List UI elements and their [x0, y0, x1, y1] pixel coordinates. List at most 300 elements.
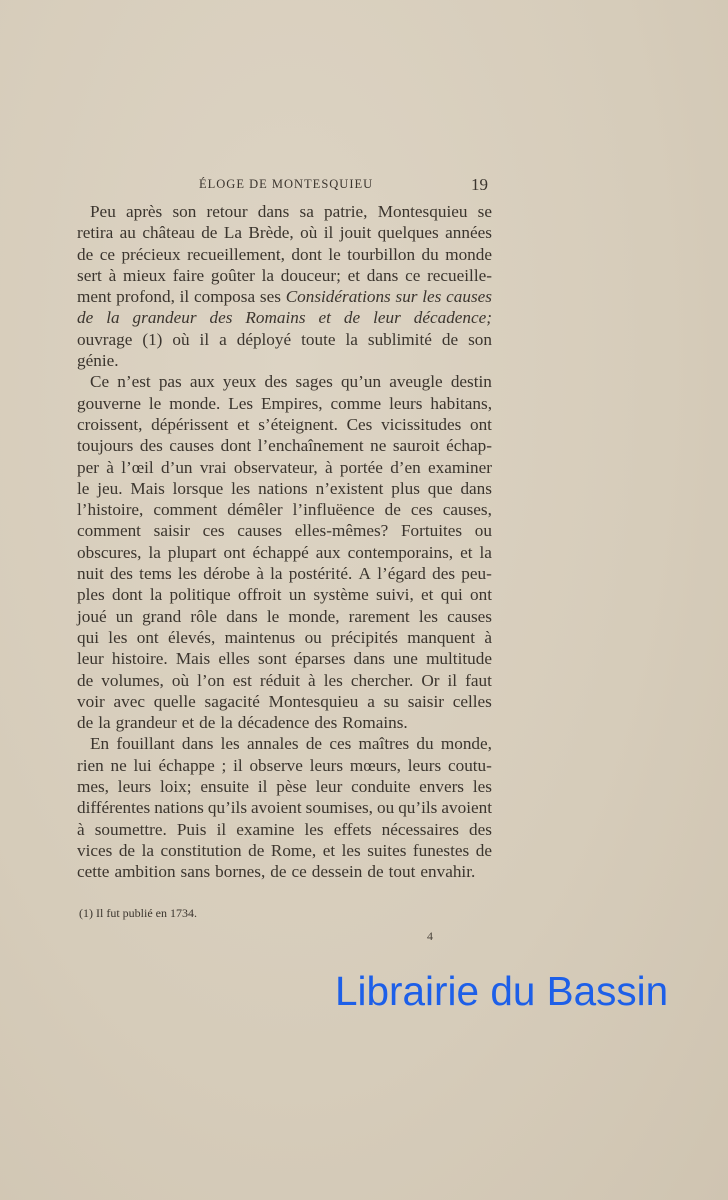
word: décadence; [413, 308, 492, 328]
word: Romains. [342, 713, 408, 733]
word: portée [339, 457, 383, 477]
word: saisir [407, 691, 444, 711]
word: dans [226, 606, 258, 626]
text-line [77, 776, 492, 797]
text-line [77, 307, 492, 328]
word: échappe [158, 755, 215, 775]
word: de [77, 308, 94, 328]
paragraph [77, 371, 492, 733]
word: dessein [311, 862, 363, 882]
word: ou [304, 627, 322, 647]
word: ou [377, 798, 395, 818]
word: profond, [116, 287, 175, 307]
word: des [110, 564, 133, 584]
word: leur [373, 308, 401, 328]
word: composa [194, 287, 256, 307]
word: postérité. [288, 564, 353, 584]
word: ne [370, 436, 387, 456]
word: il [179, 287, 190, 307]
word: (1) [142, 329, 163, 349]
word: de [384, 500, 401, 520]
word: son [468, 329, 492, 349]
word: Romains [245, 308, 306, 328]
text-line [77, 478, 492, 499]
running-title: ÉLOGE DE MONTESQUIEU [199, 177, 374, 191]
word: douceur; [280, 265, 341, 285]
word: des [314, 713, 338, 733]
word: monde, [288, 606, 340, 626]
text-line [77, 840, 492, 861]
text-line [77, 691, 492, 712]
word: leurs [117, 777, 152, 797]
word: gouverne [77, 393, 141, 413]
word: avoient [441, 798, 492, 818]
text-line [77, 457, 492, 478]
word: du [416, 734, 434, 754]
word: loix; [160, 777, 192, 797]
word: sur [395, 287, 418, 307]
word: recueillement, [187, 244, 285, 264]
text-line [77, 265, 492, 286]
word: celles [452, 691, 492, 711]
word: Ce [90, 372, 110, 392]
word: peu- [461, 564, 492, 584]
word: dans [460, 478, 492, 498]
word: les [231, 478, 251, 498]
word: coutu- [447, 755, 492, 775]
word: quelques [377, 223, 439, 243]
word: avoient [251, 798, 302, 818]
word: à [77, 819, 85, 839]
word: les [323, 670, 343, 690]
word: dérobe [203, 564, 250, 584]
word: que [427, 478, 453, 498]
word: il [323, 223, 334, 243]
word: toujours [77, 436, 134, 456]
word: envers [419, 777, 464, 797]
word: d’en [390, 457, 421, 477]
word: il [447, 670, 458, 690]
word: la [220, 713, 233, 733]
word: nations [258, 478, 308, 498]
word: ces [202, 521, 225, 541]
word: la [141, 840, 154, 860]
word: et [322, 840, 336, 860]
word: ont [136, 627, 159, 647]
word: et [181, 713, 195, 733]
word: Ces [346, 414, 373, 434]
word: examine [236, 819, 295, 839]
word: le [148, 393, 162, 413]
word: En [90, 734, 110, 754]
word: lui [133, 755, 152, 775]
word: l’histoire, [77, 500, 144, 520]
text-line [77, 286, 492, 307]
text-line [77, 563, 492, 584]
running-head [77, 177, 492, 197]
paragraph [77, 201, 492, 371]
word: cette [77, 862, 110, 882]
word: effets [333, 819, 372, 839]
word: déployé [236, 329, 292, 349]
word: aux [189, 372, 215, 392]
text-line [77, 435, 492, 456]
word: maintenus [224, 627, 296, 647]
signature-mark: 4 [427, 929, 433, 943]
text-line [77, 733, 492, 754]
word: politique [169, 585, 231, 605]
word: conduite [351, 777, 411, 797]
word: sont [257, 649, 287, 669]
word: comment [77, 521, 141, 541]
word: elles-mêmes? [294, 521, 389, 541]
word: démêler [227, 500, 283, 520]
word: bornes, [215, 862, 266, 882]
word: des [432, 564, 456, 584]
text-line [77, 329, 492, 350]
word: Montesquieu [377, 202, 468, 221]
word: l’enchaînement [257, 436, 364, 456]
word: un [288, 585, 307, 605]
word: recueille- [427, 265, 492, 285]
word: yeux [222, 372, 257, 392]
word: contemporains, [347, 542, 454, 562]
word: le [77, 478, 90, 498]
word: d’un [161, 457, 193, 477]
word: plupart [167, 542, 217, 562]
word: réduit [259, 670, 300, 690]
word: annales [247, 734, 299, 754]
word: Mais [175, 649, 211, 669]
word: aveugle [389, 372, 443, 392]
word: élevés, [168, 627, 216, 647]
word: échappé [252, 542, 309, 562]
word: rôle [190, 606, 218, 626]
word: ment [77, 287, 112, 307]
word: goûter [210, 265, 255, 285]
word: des [469, 819, 492, 839]
word: qu’un [340, 372, 382, 392]
word: Mais [130, 478, 165, 498]
word: de [77, 244, 94, 264]
text-line [77, 584, 492, 605]
word: nations [154, 798, 204, 818]
word: le [328, 244, 341, 264]
word: n’est [117, 372, 151, 392]
word: sages [295, 372, 333, 392]
word: éparses [294, 649, 346, 669]
word: ; [221, 755, 227, 775]
word: qu’ils [398, 798, 438, 818]
word: de [475, 840, 492, 860]
word: la [261, 265, 274, 285]
word: volumes, [101, 670, 164, 690]
word: la [270, 564, 283, 584]
text-line [77, 627, 492, 648]
word: nuit [77, 564, 104, 584]
word: de [118, 840, 136, 860]
word: leur [315, 777, 343, 797]
word: dans [353, 649, 385, 669]
word: différentes [77, 798, 151, 818]
word: croissent, [77, 414, 143, 434]
word: une [393, 649, 418, 669]
word: vrai [199, 457, 227, 477]
word: constitution [160, 840, 242, 860]
word: causes [446, 287, 492, 307]
word: les [220, 734, 240, 754]
word: les [304, 819, 324, 839]
word: quelle [153, 691, 196, 711]
word: au [119, 223, 136, 243]
text-line [77, 797, 492, 818]
word: et [318, 308, 331, 328]
footnote: (1) Il fut publié en 1734. [79, 906, 197, 920]
word: où [172, 329, 190, 349]
text-line [77, 201, 492, 222]
word: rarement [348, 606, 410, 626]
word: à [484, 627, 492, 647]
text-line [77, 222, 492, 243]
word: Empires, [261, 393, 323, 413]
word: il [199, 329, 210, 349]
word: envahir. [420, 862, 476, 882]
word: les [472, 777, 492, 797]
word: leurs [407, 755, 442, 775]
word: les [177, 564, 197, 584]
word: vices [77, 840, 113, 860]
word: années [445, 223, 492, 243]
watermark: Librairie du Bassin [335, 968, 669, 1014]
word: ont [469, 414, 492, 434]
word: observateur, [233, 457, 318, 477]
word: sa [299, 202, 314, 221]
word: leur [77, 649, 104, 669]
word: toute [301, 329, 336, 349]
word: causes [237, 521, 283, 541]
word: dans [366, 265, 399, 285]
word: décadence [237, 713, 310, 733]
page-number: 19 [471, 175, 488, 194]
word: tourbillon [347, 244, 416, 264]
word: à [256, 564, 264, 584]
word: su [383, 691, 399, 711]
word: Fortuites [400, 521, 463, 541]
word: est [232, 670, 252, 690]
word: grand [142, 606, 182, 626]
word: voir [77, 691, 105, 711]
word: se [477, 202, 492, 221]
word: génie. [77, 351, 119, 371]
word: de [343, 308, 361, 328]
word: la [148, 542, 161, 562]
word: n’existent [315, 478, 384, 498]
word: la [479, 542, 492, 562]
word: Rome, [270, 840, 317, 860]
word: Les [228, 393, 254, 413]
text-line [77, 350, 492, 371]
text-line [77, 670, 492, 691]
word: grandeur [115, 713, 177, 733]
word: des [264, 372, 288, 392]
word: elles [218, 649, 250, 669]
word: soumettre. [94, 819, 167, 839]
word: l’on [197, 670, 225, 690]
word: monde, [440, 734, 492, 754]
word: sublimité [367, 329, 432, 349]
word: de [77, 713, 94, 733]
word: sauroit [392, 436, 440, 456]
word: mieux [122, 265, 166, 285]
word: ensuite [200, 777, 250, 797]
word: pèse [276, 777, 307, 797]
word: de [441, 329, 459, 349]
word: la [149, 585, 163, 605]
word: faire [172, 265, 205, 285]
word: dont [291, 244, 322, 264]
word: Brède, [248, 223, 294, 243]
word: examiner [428, 457, 492, 477]
word: échap- [446, 436, 492, 456]
word: un [115, 606, 133, 626]
word: leurs [309, 755, 344, 775]
word: dans [257, 202, 290, 221]
word: le [266, 606, 280, 626]
word: Montesquieu [268, 691, 359, 711]
word: patrie, [324, 202, 368, 221]
word: destin [450, 372, 492, 392]
word: leurs [389, 393, 423, 413]
word: causes [169, 436, 215, 456]
word: sans [180, 862, 211, 882]
word: ne [110, 755, 127, 775]
word: qui [440, 585, 463, 605]
word: maîtres [358, 734, 410, 754]
word: il [233, 755, 243, 775]
word: a [367, 691, 375, 711]
word: avec [113, 691, 145, 711]
word: rien [77, 755, 104, 775]
word: causes [447, 606, 492, 626]
word: et [347, 265, 361, 285]
word: faut [465, 670, 492, 690]
body-text [77, 201, 492, 883]
word: plus [391, 478, 420, 498]
word: où [300, 223, 318, 243]
text-line [77, 244, 492, 265]
word: l’influëence [292, 500, 375, 520]
word: histoire. [111, 649, 168, 669]
word: de [270, 862, 287, 882]
word: soumises, [305, 798, 373, 818]
word: causes, [442, 500, 492, 520]
word: tout [388, 862, 416, 882]
text-line [77, 819, 492, 840]
word: a [219, 329, 227, 349]
word: Considérations [285, 287, 391, 307]
word: précipités [331, 627, 398, 647]
word: La [223, 223, 242, 243]
word: obscures, [77, 542, 142, 562]
word: les [341, 840, 361, 860]
word: mœurs, [349, 755, 401, 775]
word: monde. [169, 393, 221, 413]
word: et [421, 585, 434, 605]
word: dépérissent [151, 414, 229, 434]
word: Peu [90, 202, 116, 221]
word: jeu. [97, 478, 123, 498]
text-line [77, 371, 492, 392]
word: dont [111, 585, 143, 605]
word: à [106, 457, 114, 477]
text-line [77, 499, 492, 520]
text-line [77, 542, 492, 563]
word: de [77, 670, 94, 690]
word: jouit [339, 223, 372, 243]
word: qu’ils [207, 798, 248, 818]
word: dans [181, 734, 214, 754]
word: où [171, 670, 190, 690]
word: château [142, 223, 195, 243]
word: vicissitudes [381, 414, 462, 434]
word: sert [77, 265, 102, 285]
word: système [313, 585, 369, 605]
word: comment [153, 500, 218, 520]
word: et [460, 542, 473, 562]
word: à [108, 265, 117, 285]
word: l’égard [377, 564, 426, 584]
text-line [77, 861, 492, 882]
word: retira [77, 223, 114, 243]
word: la [98, 713, 111, 733]
word: Puis [176, 819, 207, 839]
text-line [77, 712, 492, 733]
word: de [305, 734, 323, 754]
word: il [257, 777, 268, 797]
word: mes, [77, 777, 109, 797]
word: aux [315, 542, 341, 562]
word: ambition [114, 862, 176, 882]
word: grandeur [132, 308, 197, 328]
word: ples [77, 585, 105, 605]
word: sagacité [204, 691, 260, 711]
word: nécessaires [381, 819, 459, 839]
word: chercher. [350, 670, 414, 690]
word: les [108, 627, 128, 647]
word: les [418, 606, 438, 626]
text-line [77, 414, 492, 435]
word: habitans, [430, 393, 492, 413]
word: précieux [121, 244, 181, 264]
word: à [324, 457, 333, 477]
word: de [201, 223, 218, 243]
text-line [77, 606, 492, 627]
word: de [248, 840, 265, 860]
word: il [216, 819, 227, 839]
word: ou [474, 521, 492, 541]
text-line [77, 755, 492, 776]
text-line [77, 393, 492, 414]
word: les [422, 287, 442, 307]
word: la [345, 329, 358, 349]
paragraph [77, 733, 492, 882]
word: monde [445, 244, 492, 264]
word: des [209, 308, 233, 328]
word: ce [405, 265, 421, 285]
text-line [77, 648, 492, 669]
word: après [125, 202, 163, 221]
word: ces [410, 500, 433, 520]
